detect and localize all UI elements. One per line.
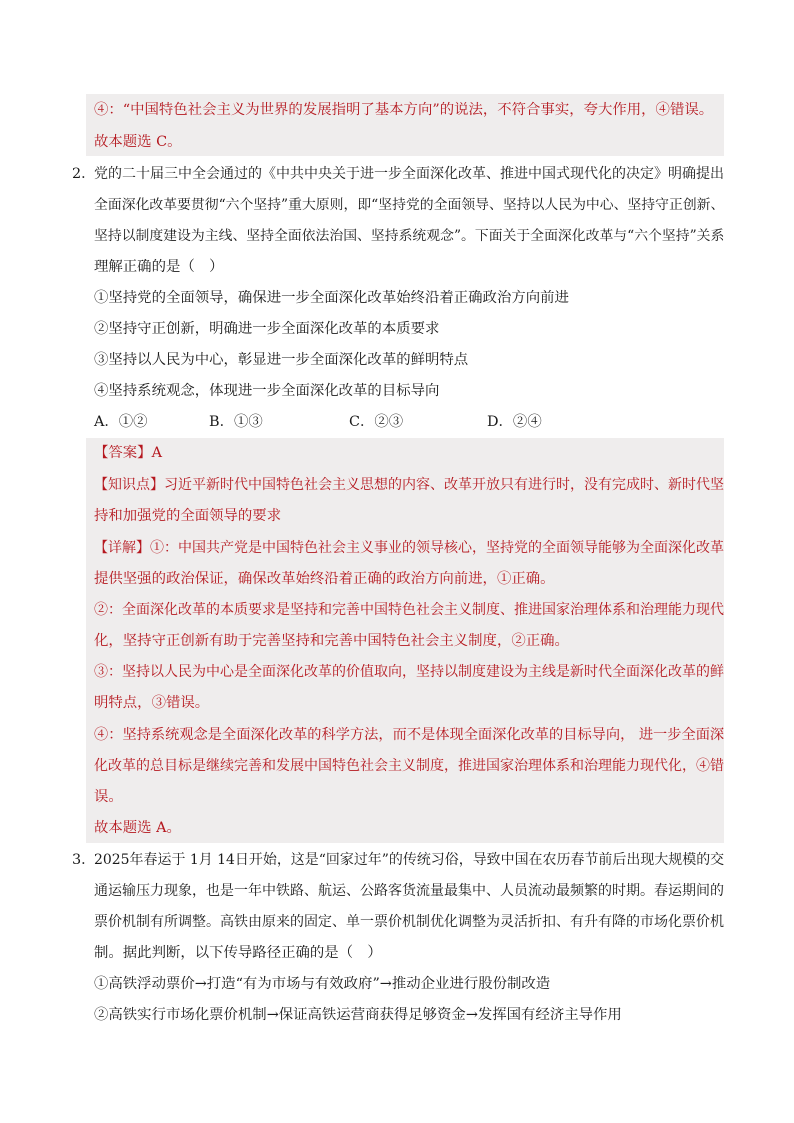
conclusion-line: 故本题选 A。 xyxy=(94,820,181,836)
question-3-stem-line: 制。据此判断，以下传导路径正确的是（ ） xyxy=(94,945,382,961)
question-2-stem-line: 全面深化改革要贯彻“六个坚持”重大原则，即“坚持党的全面领导、坚持以人民为中心、坚持守正创新、 xyxy=(94,197,725,213)
question-3-stem-line: 2025年春运于 1月 14日开始，这是“回家过年”的传统习俗，导致中国在农历春节前后出现大规模的交 xyxy=(94,852,725,868)
option-d: D．②④ xyxy=(487,414,542,430)
knowledge-point-line: 【知识点】习近平新时代中国特色社会主义思想的内容、改革开放只有进行时，没有完成时、新时代坚 xyxy=(94,477,724,493)
question-2-statement-1: ①坚持党的全面领导，确保进一步全面深化改革始终沿着正确政治方向前进 xyxy=(94,290,569,306)
knowledge-point-line: 持和加强党的全面领导的要求 xyxy=(94,508,282,524)
option-b: B．①③ xyxy=(209,414,263,430)
answer-label: 【答案】A xyxy=(94,445,162,461)
question-2-statement-2: ②坚持守正创新，明确进一步全面深化改革的本质要求 xyxy=(94,321,440,337)
option-a: A．①② xyxy=(94,414,148,430)
question-2-stem-line: 理解正确的是（ ） xyxy=(94,259,224,275)
option-c: C．②③ xyxy=(349,414,404,430)
analysis-line: 化，坚持守正创新有助于完善坚持和完善中国特色社会主义制度，②正确。 xyxy=(94,633,569,649)
question-2-statement-4: ④坚持系统观念，体现进一步全面深化改革的目标导向 xyxy=(94,383,440,399)
previous-conclusion-line: 故本题选 C。 xyxy=(94,134,182,150)
question-3-stem-line: 票价机制有所调整。高铁由原来的固定、单一票价机制优化调整为灵活折扣、有升有降的市场化票价机 xyxy=(94,914,724,930)
analysis-line: 提供坚强的政治保证，确保改革始终沿着正确的政治方向前进，①正确。 xyxy=(94,571,555,587)
question-3-stem-line: 通运输压力现象，也是一年中铁路、航运、公路客货流量最集中、人员流动最频繁的时期。春运期间的 xyxy=(94,883,724,899)
analysis-line: 明特点，③错误。 xyxy=(94,695,210,711)
analysis-line: ③：坚持以人民为中心是全面深化改革的价值取向，坚持以制度建设为主线是新时代全面深化改革的鲜 xyxy=(94,664,724,680)
analysis-line: 【详解】①：中国共产党是中国特色社会主义事业的领导核心，坚持党的全面领导能够为全面深化改革 xyxy=(94,540,724,556)
question-3-statement-2: ②高铁实行市场化票价机制→保证高铁运营商获得足够资金→发挥国有经济主导作用 xyxy=(94,1007,622,1023)
previous-analysis-line: ④：“中国特色社会主义为世界的发展指明了基本方向”的说法，不符合事实，夸大作用，④错误。 xyxy=(94,102,714,118)
question-2-stem-line: 党的二十届三中全会通过的《中共中央关于进一步全面深化改革、推进中国式现代化的决定》明确提出 xyxy=(94,166,724,182)
analysis-line: 误。 xyxy=(94,789,123,805)
question-3-number: 3． xyxy=(72,852,96,868)
analysis-line: ②：全面深化改革的本质要求是坚持和完善中国特色社会主义制度、推进国家治理体系和治理能力现代 xyxy=(94,602,724,618)
analysis-line: 化改革的总目标是继续完善和发展中国特色社会主义制度，推进国家治理体系和治理能力现代化，④错 xyxy=(94,758,724,774)
analysis-line: ④：坚持系统观念是全面深化改革的科学方法，而不是体现全面深化改革的目标导向， 进一步全面深 xyxy=(94,727,725,743)
question-2-number: 2． xyxy=(72,166,96,182)
question-2-statement-3: ③坚持以人民为中心，彰显进一步全面深化改革的鲜明特点 xyxy=(94,352,469,368)
question-3-statement-1: ①高铁浮动票价→打造“有为市场与有效政府”→推动企业进行股份制改造 xyxy=(94,976,551,992)
question-2-stem-line: 坚持以制度建设为主线、坚持全面依法治国、坚持系统观念”。下面关于全面深化改革与“六个坚持”关系 xyxy=(94,228,725,244)
